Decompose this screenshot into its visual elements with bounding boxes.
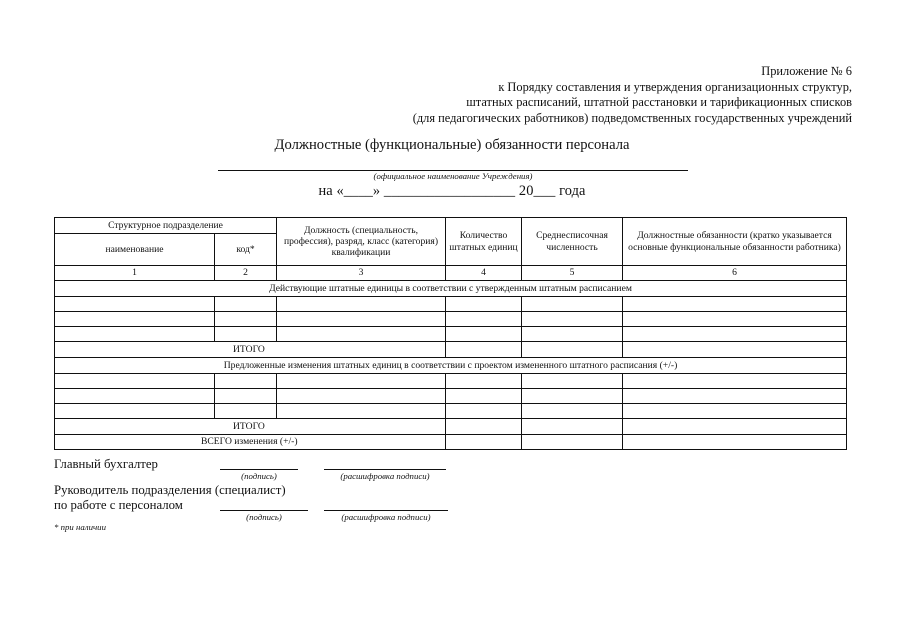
appendix-line-1: к Порядку составления и утверждения организационных структур, (498, 79, 852, 94)
date-line: на «____» __________________ 20___ года (318, 183, 586, 199)
total-changes: ВСЕГО изменения (+/-) (55, 435, 446, 450)
header-duties: Должностные обязанности (кратко указывается основные функциональные обязанности работника) (623, 218, 847, 266)
col-number-5: 5 (522, 266, 623, 281)
section-current-units: Действующие штатные единицы в соответствии с утвержденным штатным расписанием (55, 281, 847, 297)
appendix-line-2: штатных расписаний, штатной расстановки и тарификационных списков (466, 95, 852, 110)
table-row (55, 404, 847, 419)
total-current: ИТОГО (55, 342, 446, 358)
total-proposed: ИТОГО (55, 419, 446, 435)
appendix-header (413, 64, 852, 126)
col-number-3: 3 (277, 266, 446, 281)
document-title: Должностные (функциональные) обязанности персонала (274, 137, 630, 153)
table-row (55, 312, 847, 327)
chief-accountant-decode-caption: (расшифровка подписи) (340, 471, 430, 481)
table-row (55, 374, 847, 389)
header-unit-name: наименование (55, 234, 215, 266)
department-head-label-1: Руководитель подразделения (специалист) (54, 483, 286, 497)
footnote: * при наличии (54, 522, 106, 532)
header-position: Должность (специальность, профессия), разряд, класс (категория) квалификации (277, 218, 446, 266)
section-proposed-changes: Предложенные изменения штатных единиц в соответствии с проектом измененного штатного расписания (+/-) (55, 358, 847, 374)
appendix-line-3: (для педагогических работников) подведомственных государственных учреждений (412, 110, 852, 125)
table-row (55, 297, 847, 312)
table-row (55, 327, 847, 342)
organization-caption: (официальное наименование Учреждения) (373, 171, 533, 181)
department-head-signature-line (220, 510, 308, 511)
col-number-6: 6 (623, 266, 847, 281)
chief-accountant-decode-line (324, 469, 446, 470)
department-head-decode-caption: (расшифровка подписи) (341, 512, 431, 522)
col-number-4: 4 (446, 266, 522, 281)
department-head-signature-caption: (подпись) (246, 512, 282, 522)
header-structural-unit: Структурное подразделение (55, 218, 277, 234)
duties-table (54, 217, 847, 450)
chief-accountant-signature-caption: (подпись) (241, 471, 277, 481)
header-staff-count: Количество штатных единиц (446, 218, 522, 266)
department-head-label-2: по работе с персоналом (54, 498, 183, 512)
header-average-count: Среднесписочная численность (522, 218, 623, 266)
col-number-1: 1 (55, 266, 215, 281)
header-unit-code: код* (215, 234, 277, 266)
chief-accountant-signature-line (220, 469, 298, 470)
col-number-2: 2 (215, 266, 277, 281)
appendix-number: Приложение № 6 (761, 64, 852, 78)
table-row (55, 389, 847, 404)
chief-accountant-label: Главный бухгалтер (54, 457, 158, 471)
department-head-decode-line (324, 510, 448, 511)
